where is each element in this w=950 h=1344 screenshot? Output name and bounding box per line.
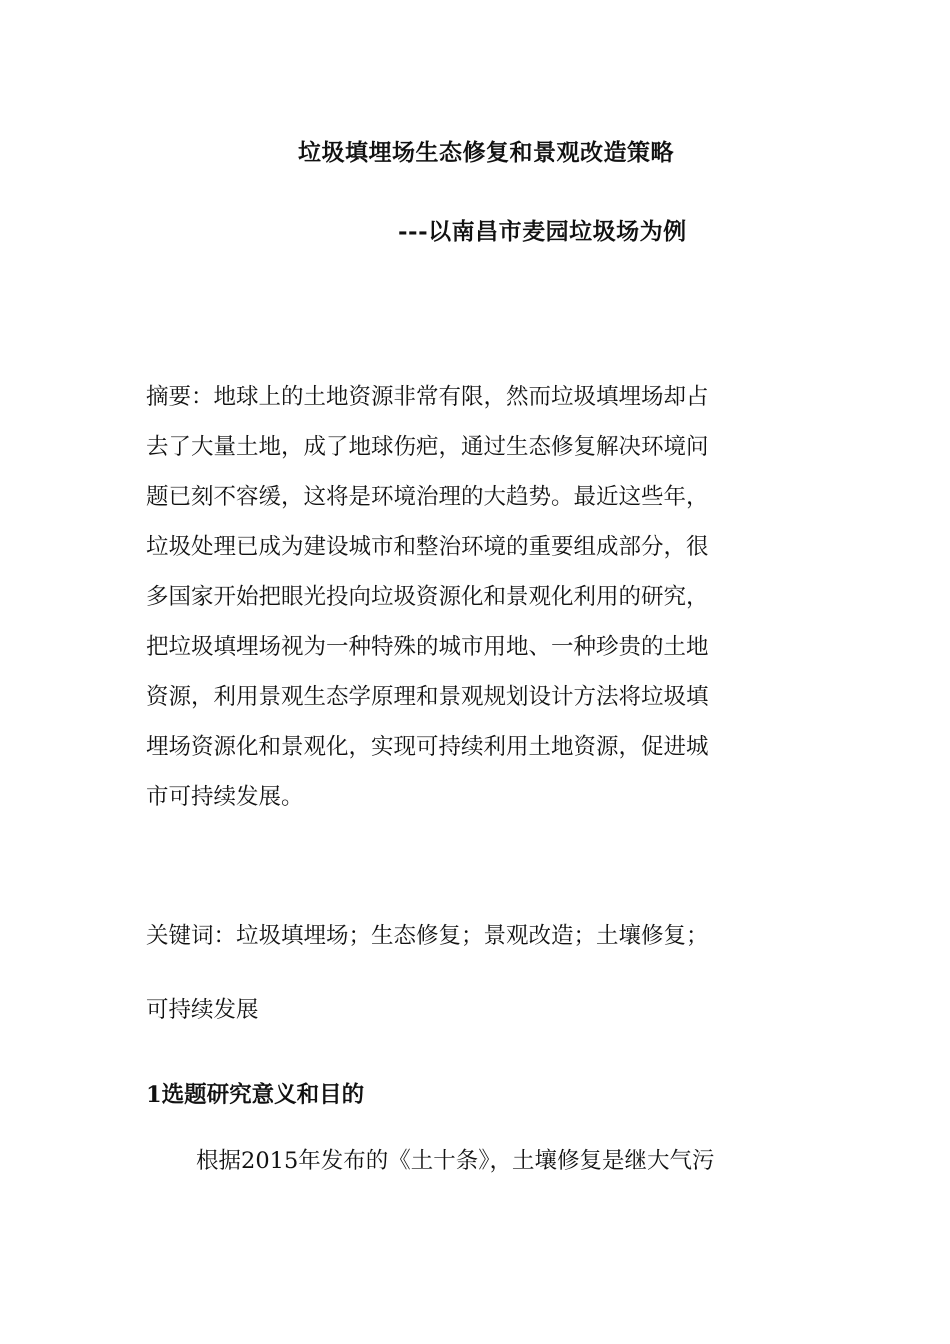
keywords-line: 可持续发展	[146, 997, 259, 1023]
abstract-paragraph	[146, 372, 796, 822]
abstract-line: 多国家开始把眼光投向垃圾资源化和景观化利用的研究，	[146, 584, 709, 610]
section-heading: 1选题研究意义和目的	[146, 1082, 365, 1108]
abstract-line: 埋场资源化和景观化，实现可持续利用土地资源，促进城	[146, 734, 709, 760]
body-paragraph: 根据2015年发布的《土十条》，土壤修复是继大气污	[196, 1148, 715, 1174]
abstract-line: 垃圾处理已成为建设城市和整治环境的重要组成部分，很	[146, 534, 709, 560]
abstract-line: 把垃圾填埋场视为一种特殊的城市用地、一种珍贵的土地	[146, 634, 709, 660]
document-title: 垃圾填埋场生态修复和景观改造策略	[298, 139, 674, 166]
abstract-line: 题已刻不容缓，这将是环境治理的大趋势。最近这些年，	[146, 484, 709, 510]
document-subtitle: ---以南昌市麦园垃圾场为例	[398, 218, 687, 245]
keywords-block	[146, 918, 806, 1024]
keywords-line: 关键词：垃圾填埋场；生态修复；景观改造；土壤修复；	[146, 923, 709, 949]
abstract-line: 市可持续发展。	[146, 784, 304, 810]
abstract-line: 摘要：地球上的土地资源非常有限，然而垃圾填埋场却占	[146, 384, 709, 410]
abstract-line: 资源，利用景观生态学原理和景观规划设计方法将垃圾填	[146, 684, 709, 710]
abstract-line: 去了大量土地，成了地球伤疤，通过生态修复解决环境问	[146, 434, 709, 460]
